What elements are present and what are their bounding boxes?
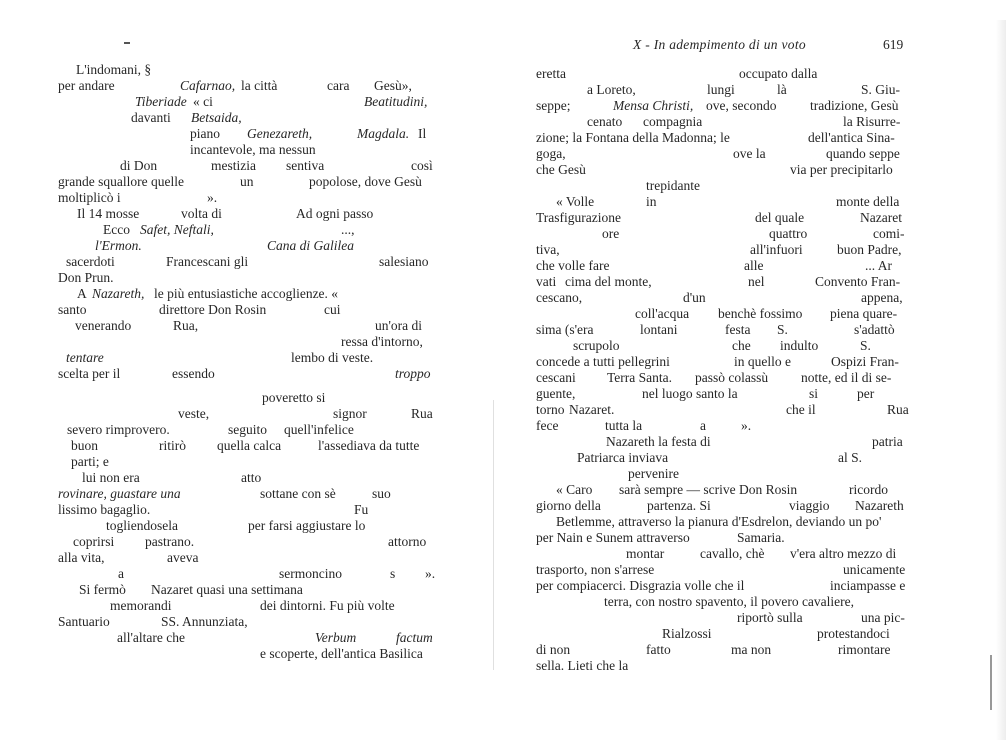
- gutter: [493, 400, 494, 670]
- word: Nazareth la festa di: [606, 434, 711, 449]
- word: una pic-: [861, 610, 905, 625]
- word: « ci: [193, 94, 213, 109]
- word: occupato dalla: [739, 66, 818, 81]
- word: Si fermò: [79, 582, 126, 597]
- word: Rua: [411, 406, 433, 421]
- word: coprirsi: [73, 534, 115, 549]
- word: sentiva: [286, 158, 325, 173]
- word: notte, ed il di se-: [801, 370, 892, 385]
- word: si: [809, 386, 819, 401]
- word: per compiacerci. Disgrazia volle che il: [536, 578, 745, 593]
- word: ore: [602, 226, 620, 241]
- word: all'altare che: [117, 630, 186, 645]
- word: v'era altro mezzo di: [790, 546, 897, 561]
- word: concede a tutti pellegrini: [536, 354, 670, 369]
- word: SS. Annunziata,: [161, 614, 248, 629]
- word: zione; la Fontana della Madonna; le: [536, 130, 730, 145]
- word: appena,: [861, 290, 903, 305]
- word: troppo: [395, 366, 431, 381]
- word: ricordo: [849, 482, 888, 497]
- word: al S.: [838, 450, 863, 465]
- word: Betsaida,: [191, 110, 242, 125]
- edge-mark: [990, 655, 992, 710]
- word: cui: [324, 302, 341, 317]
- word: lembo di veste.: [291, 350, 374, 365]
- word: Ospizi Fran-: [831, 354, 899, 369]
- word: l'assediava da tutte: [318, 438, 420, 453]
- word: dei dintorni. Fu più volte: [260, 598, 395, 613]
- word: sacerdoti: [66, 254, 115, 269]
- word: ma non: [731, 642, 772, 657]
- word: Patriarca inviava: [577, 450, 669, 465]
- word: memorandi: [110, 598, 172, 613]
- word: compagnia: [643, 114, 703, 129]
- word: vati: [536, 274, 557, 289]
- word: factum: [396, 630, 433, 645]
- word: tradizione, Gesù: [810, 98, 899, 113]
- word: lontani: [640, 322, 678, 337]
- word: Ecco: [103, 222, 130, 237]
- word: cima del monte,: [565, 274, 652, 289]
- word: là: [777, 82, 787, 97]
- word: cara: [327, 78, 350, 93]
- word: ».: [425, 566, 436, 581]
- word: Convento Fran-: [815, 274, 901, 289]
- word: festa: [725, 322, 751, 337]
- word: ».: [741, 418, 752, 433]
- word: terra, con nostro spavento, il povero cavaliere,: [604, 594, 855, 609]
- word: cavallo, chè: [700, 546, 765, 561]
- word: Nazareth,: [92, 286, 145, 301]
- word: nel luogo santo la: [642, 386, 738, 401]
- word: passò colassù: [695, 370, 769, 385]
- word: buon: [71, 438, 98, 453]
- word: inciampasse e: [830, 578, 906, 593]
- word: ressa d'intorno,: [341, 334, 423, 349]
- word: Francescani gli: [166, 254, 249, 269]
- word: Genezareth,: [247, 126, 313, 141]
- word: che: [732, 338, 751, 353]
- word: cenato: [587, 114, 623, 129]
- word: indulto: [780, 338, 819, 353]
- word: e scoperte, dell'antica Basilica: [260, 646, 423, 661]
- word: signor: [333, 406, 367, 421]
- word: lungi: [707, 82, 735, 97]
- word: Rua: [887, 402, 909, 417]
- word: S.: [860, 338, 871, 353]
- word: a: [700, 418, 706, 433]
- word: Verbum: [315, 630, 357, 645]
- word: aveva: [167, 550, 199, 565]
- word: per Nain e Sunem attraverso: [536, 530, 690, 545]
- word: scelta per il: [58, 366, 121, 381]
- word: in: [646, 194, 657, 209]
- word: l'Ermon.: [95, 238, 142, 253]
- word: torno: [536, 402, 565, 417]
- word: L'indomani, §: [76, 62, 152, 77]
- word: buon Padre,: [837, 242, 902, 257]
- word: veste,: [178, 406, 210, 421]
- word: Rialzossi: [662, 626, 712, 641]
- word: montar: [626, 546, 665, 561]
- word: incantevole, ma nessun: [190, 142, 316, 157]
- word: S. Giu-: [861, 82, 901, 97]
- word: pastrano.: [145, 534, 195, 549]
- word: quella calca: [217, 438, 282, 453]
- word: sarà sempre — scrive Don Rosin: [619, 482, 798, 497]
- word: cescano,: [536, 290, 583, 305]
- word: ove, secondo: [706, 98, 777, 113]
- word: parti; e: [71, 454, 109, 469]
- word: Nazaret.: [569, 402, 615, 417]
- word: sella. Lieti che la: [536, 658, 629, 673]
- word: cescani: [536, 370, 576, 385]
- running-head: X - In adempimento di un voto: [633, 37, 806, 52]
- word: attorno: [388, 534, 427, 549]
- word: in quello e: [734, 354, 791, 369]
- word: partenza. Si: [647, 498, 711, 513]
- word: severo rimprovero.: [67, 422, 170, 437]
- word: così: [411, 158, 433, 173]
- word: Cafarnao,: [180, 78, 236, 93]
- word: ove la: [733, 146, 766, 161]
- word: mestizia: [211, 158, 256, 173]
- word: Rua,: [173, 318, 199, 333]
- word: quattro: [769, 226, 808, 241]
- word: tutta la: [605, 418, 643, 433]
- word: alla vita,: [58, 550, 105, 565]
- word: sermoncino: [279, 566, 342, 581]
- page-number: 619: [883, 37, 904, 52]
- word: scrupolo: [573, 338, 620, 353]
- left-page: [0, 0, 495, 750]
- word: s: [390, 566, 396, 581]
- word: davanti: [131, 110, 171, 125]
- word: un: [240, 174, 254, 189]
- word: piano: [190, 126, 220, 141]
- word: essendo: [172, 366, 215, 381]
- word: Santuario: [58, 614, 110, 629]
- word: protestandoci: [817, 626, 890, 641]
- word: monte della: [836, 194, 900, 209]
- word: giorno della: [536, 498, 601, 513]
- word: Fu: [354, 502, 369, 517]
- word: Nazaret: [860, 210, 902, 225]
- word: patria: [872, 434, 903, 449]
- word: atto: [241, 470, 262, 485]
- word: Magdala.: [357, 126, 410, 141]
- word: direttore Don Rosin: [159, 302, 267, 317]
- word: a Loreto,: [587, 82, 636, 97]
- dash-mark: [124, 42, 130, 44]
- word: rovinare, guastare una: [58, 486, 181, 501]
- word: ... Ar: [865, 258, 892, 273]
- word: togliendosela: [106, 518, 178, 533]
- word: Don Prun.: [58, 270, 114, 285]
- word: tiva,: [536, 242, 560, 257]
- word: del quale: [755, 210, 805, 225]
- word: goga,: [536, 146, 566, 161]
- word: lissimo bagaglio.: [58, 502, 151, 517]
- word: suo: [372, 486, 391, 501]
- word: quando seppe: [826, 146, 900, 161]
- word: per andare: [58, 78, 115, 93]
- word: comi-: [873, 226, 905, 241]
- word: tentare: [66, 350, 104, 365]
- word: fatto: [646, 642, 671, 657]
- word: per: [857, 386, 875, 401]
- word: lui non era: [82, 470, 140, 485]
- word: Nazareth: [855, 498, 904, 513]
- word: unicamente: [843, 562, 906, 577]
- word: viaggio: [789, 498, 830, 513]
- word: grande squallore quelle: [58, 174, 184, 189]
- word: via per precipitarlo: [790, 162, 893, 177]
- word: le più entusiastiche accoglienze. «: [154, 286, 339, 301]
- word: guente,: [536, 386, 576, 401]
- word: Beatitudini,: [364, 94, 428, 109]
- word: « Volle: [556, 194, 595, 209]
- word: Betlemme, attraverso la pianura d'Esdrelon, deviando un po': [556, 514, 882, 529]
- page-edge-shadow: [996, 20, 1006, 740]
- word: la città: [241, 78, 278, 93]
- word: coll'acqua: [635, 306, 690, 321]
- word: S.: [777, 322, 788, 337]
- word: che Gesù: [536, 162, 586, 177]
- word: « Caro: [556, 482, 593, 497]
- word: Samaria.: [737, 530, 785, 545]
- word: la Risurre-: [843, 114, 901, 129]
- word: Trasfigurazione: [536, 210, 621, 225]
- word: A: [77, 286, 87, 301]
- word: Ad ogni passo: [296, 206, 374, 221]
- word: rimontare: [838, 642, 891, 657]
- word: quell'infelice: [284, 422, 354, 437]
- word: benchè fossimo: [718, 306, 803, 321]
- word: pervenire: [628, 466, 679, 481]
- word: alle: [744, 258, 764, 273]
- word: di non: [536, 642, 571, 657]
- word: di Don: [120, 158, 158, 173]
- word: eretta: [536, 66, 566, 81]
- word: all'infuori: [750, 242, 803, 257]
- word: d'un: [683, 290, 706, 305]
- word: ritirò: [159, 438, 186, 453]
- word: trepidante: [646, 178, 700, 193]
- word: s'adattò: [854, 322, 895, 337]
- word: un'ora di: [375, 318, 423, 333]
- word: piena quare-: [830, 306, 898, 321]
- word: popolose, dove Gesù: [309, 174, 422, 189]
- word: nel: [748, 274, 765, 289]
- word: venerando: [75, 318, 132, 333]
- word: riportò sulla: [737, 610, 803, 625]
- word: poveretto si: [262, 390, 326, 405]
- word: ...,: [341, 222, 355, 237]
- word: seguito: [228, 422, 267, 437]
- word: ».: [207, 190, 218, 205]
- word: trasporto, non s'arrese: [536, 562, 655, 577]
- word: Mensa Christi,: [613, 98, 694, 113]
- word: sima (s'era: [536, 322, 594, 337]
- word: Safet, Neftali,: [140, 222, 214, 237]
- word: Gesù»,: [374, 78, 412, 93]
- word: fece: [536, 418, 559, 433]
- word: salesiano: [379, 254, 429, 269]
- word: Il: [418, 126, 427, 141]
- word: che il: [786, 402, 816, 417]
- word: Terra Santa.: [607, 370, 673, 385]
- word: a: [118, 566, 124, 581]
- word: Nazaret quasi una settimana: [151, 582, 303, 597]
- word: che volle fare: [536, 258, 610, 273]
- word: Tiberiade: [135, 94, 187, 109]
- word: per farsi aggiustare lo: [248, 518, 366, 533]
- word: santo: [58, 302, 87, 317]
- word: sottane con sè: [260, 486, 336, 501]
- word: Il 14 mosse: [77, 206, 140, 221]
- word: dell'antica Sina-: [808, 130, 895, 145]
- word: moltiplicò i: [58, 190, 121, 205]
- word: seppe;: [536, 98, 571, 113]
- word: Cana di Galilea: [267, 238, 354, 253]
- word: volta di: [181, 206, 222, 221]
